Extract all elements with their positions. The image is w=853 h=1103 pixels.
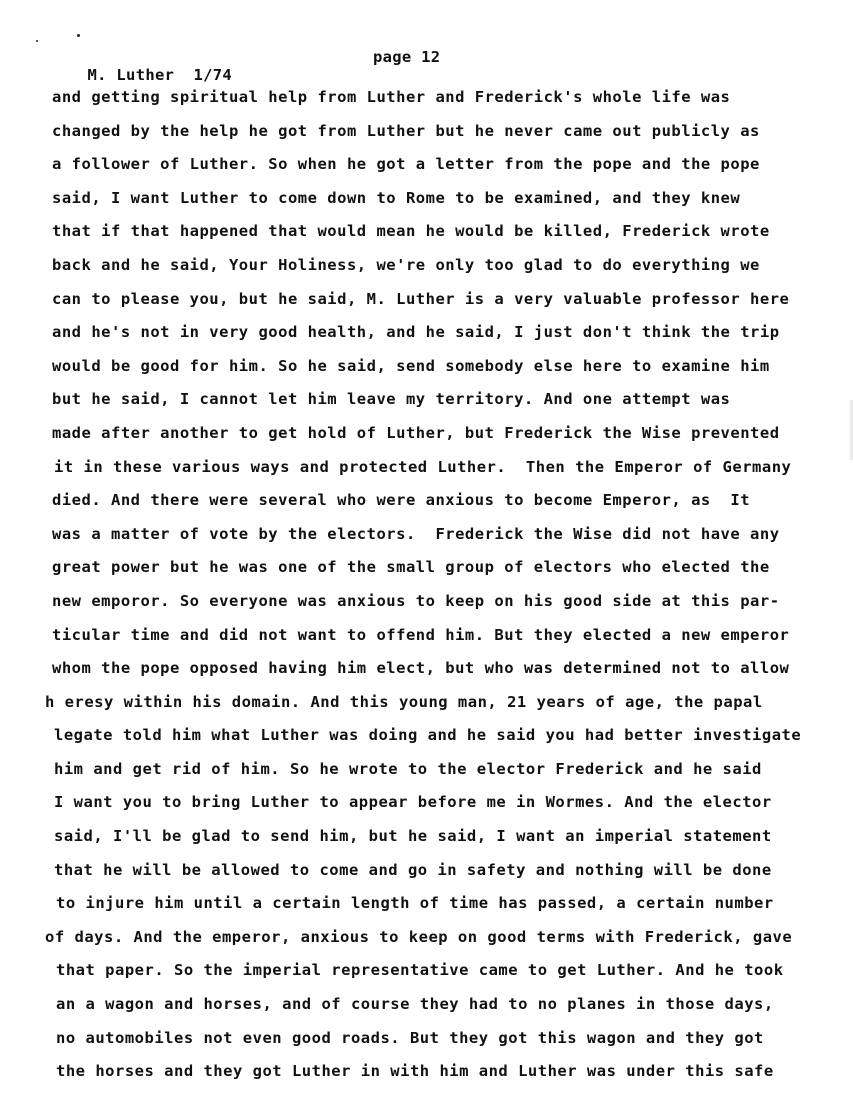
text-line: him and get rid of him. So he wrote to the elector Frederick and he said bbox=[54, 759, 762, 778]
text-line: that he will be allowed to come and go in safety and nothing will be done bbox=[54, 860, 772, 879]
page-number: page 12 bbox=[373, 48, 441, 66]
text-line: of days. And the emperor, anxious to keep on good terms with Frederick, gave bbox=[45, 927, 793, 946]
text-line: can to please you, but he said, M. Luther is a very valuable professor here bbox=[52, 289, 790, 308]
text-line: died. And there were several who were anxious to become Emperor, as It bbox=[52, 491, 751, 510]
text-line: said, I'll be glad to send him, but he said, I want an imperial statement bbox=[54, 827, 772, 846]
stray-mark bbox=[36, 40, 38, 42]
text-line: whom the pope opposed having him elect, but who was determined not to allow bbox=[52, 659, 790, 678]
text-line: an a wagon and horses, and of course they had to no planes in those days, bbox=[56, 995, 774, 1014]
text-line: legate told him what Luther was doing and he said you had better investigate bbox=[54, 726, 802, 745]
text-line: made after another to get hold of Luther, but Frederick the Wise prevented bbox=[52, 423, 780, 442]
body-text bbox=[45, 81, 842, 1089]
text-line: that if that happened that would mean he would be killed, Frederick wrote bbox=[52, 222, 770, 241]
text-line: new emporor. So everyone was anxious to keep on his good side at this par- bbox=[52, 591, 780, 610]
text-line: it in these various ways and protected Luther. Then the Emperor of Germany bbox=[54, 457, 792, 476]
text-line: a follower of Luther. So when he got a letter from the pope and the pope bbox=[52, 155, 760, 174]
text-line: that paper. So the imperial representative came to get Luther. And he took bbox=[56, 961, 784, 980]
text-line: but he said, I cannot let him leave my territory. And one attempt was bbox=[52, 390, 731, 409]
text-line: said, I want Luther to come down to Rome to be examined, and they knew bbox=[52, 188, 741, 207]
text-line: would be good for him. So he said, send somebody else here to examine him bbox=[52, 356, 770, 375]
text-line: I want you to bring Luther to appear before me in Wormes. And the elector bbox=[54, 793, 772, 812]
text-line: and he's not in very good health, and he said, I just don't think the trip bbox=[52, 323, 780, 342]
text-line: no automobiles not even good roads. But they got this wagon and they got bbox=[56, 1028, 764, 1047]
text-line: was a matter of vote by the electors. Frederick the Wise did not have any bbox=[52, 524, 780, 543]
text-line: to injure him until a certain length of time has passed, a certain number bbox=[56, 894, 774, 913]
stray-mark bbox=[77, 34, 80, 37]
text-line: and getting spiritual help from Luther and Frederick's whole life was bbox=[52, 88, 731, 106]
text-line: the horses and they got Luther in with him and Luther was under this safe bbox=[56, 1062, 774, 1081]
text-line: ticular time and did not want to offend him. But they elected a new emperor bbox=[52, 625, 790, 644]
document-reference: M. Luther 1/74 bbox=[87, 66, 233, 84]
text-line: great power but he was one of the small group of electors who elected the bbox=[52, 558, 770, 577]
text-line: changed by the help he got from Luther but he never came out publicly as bbox=[52, 121, 760, 140]
text-line: h eresy within his domain. And this young man, 21 years of age, the papal bbox=[45, 692, 763, 711]
text-line: back and he said, Your Holiness, we're only too glad to do everything we bbox=[52, 255, 760, 274]
